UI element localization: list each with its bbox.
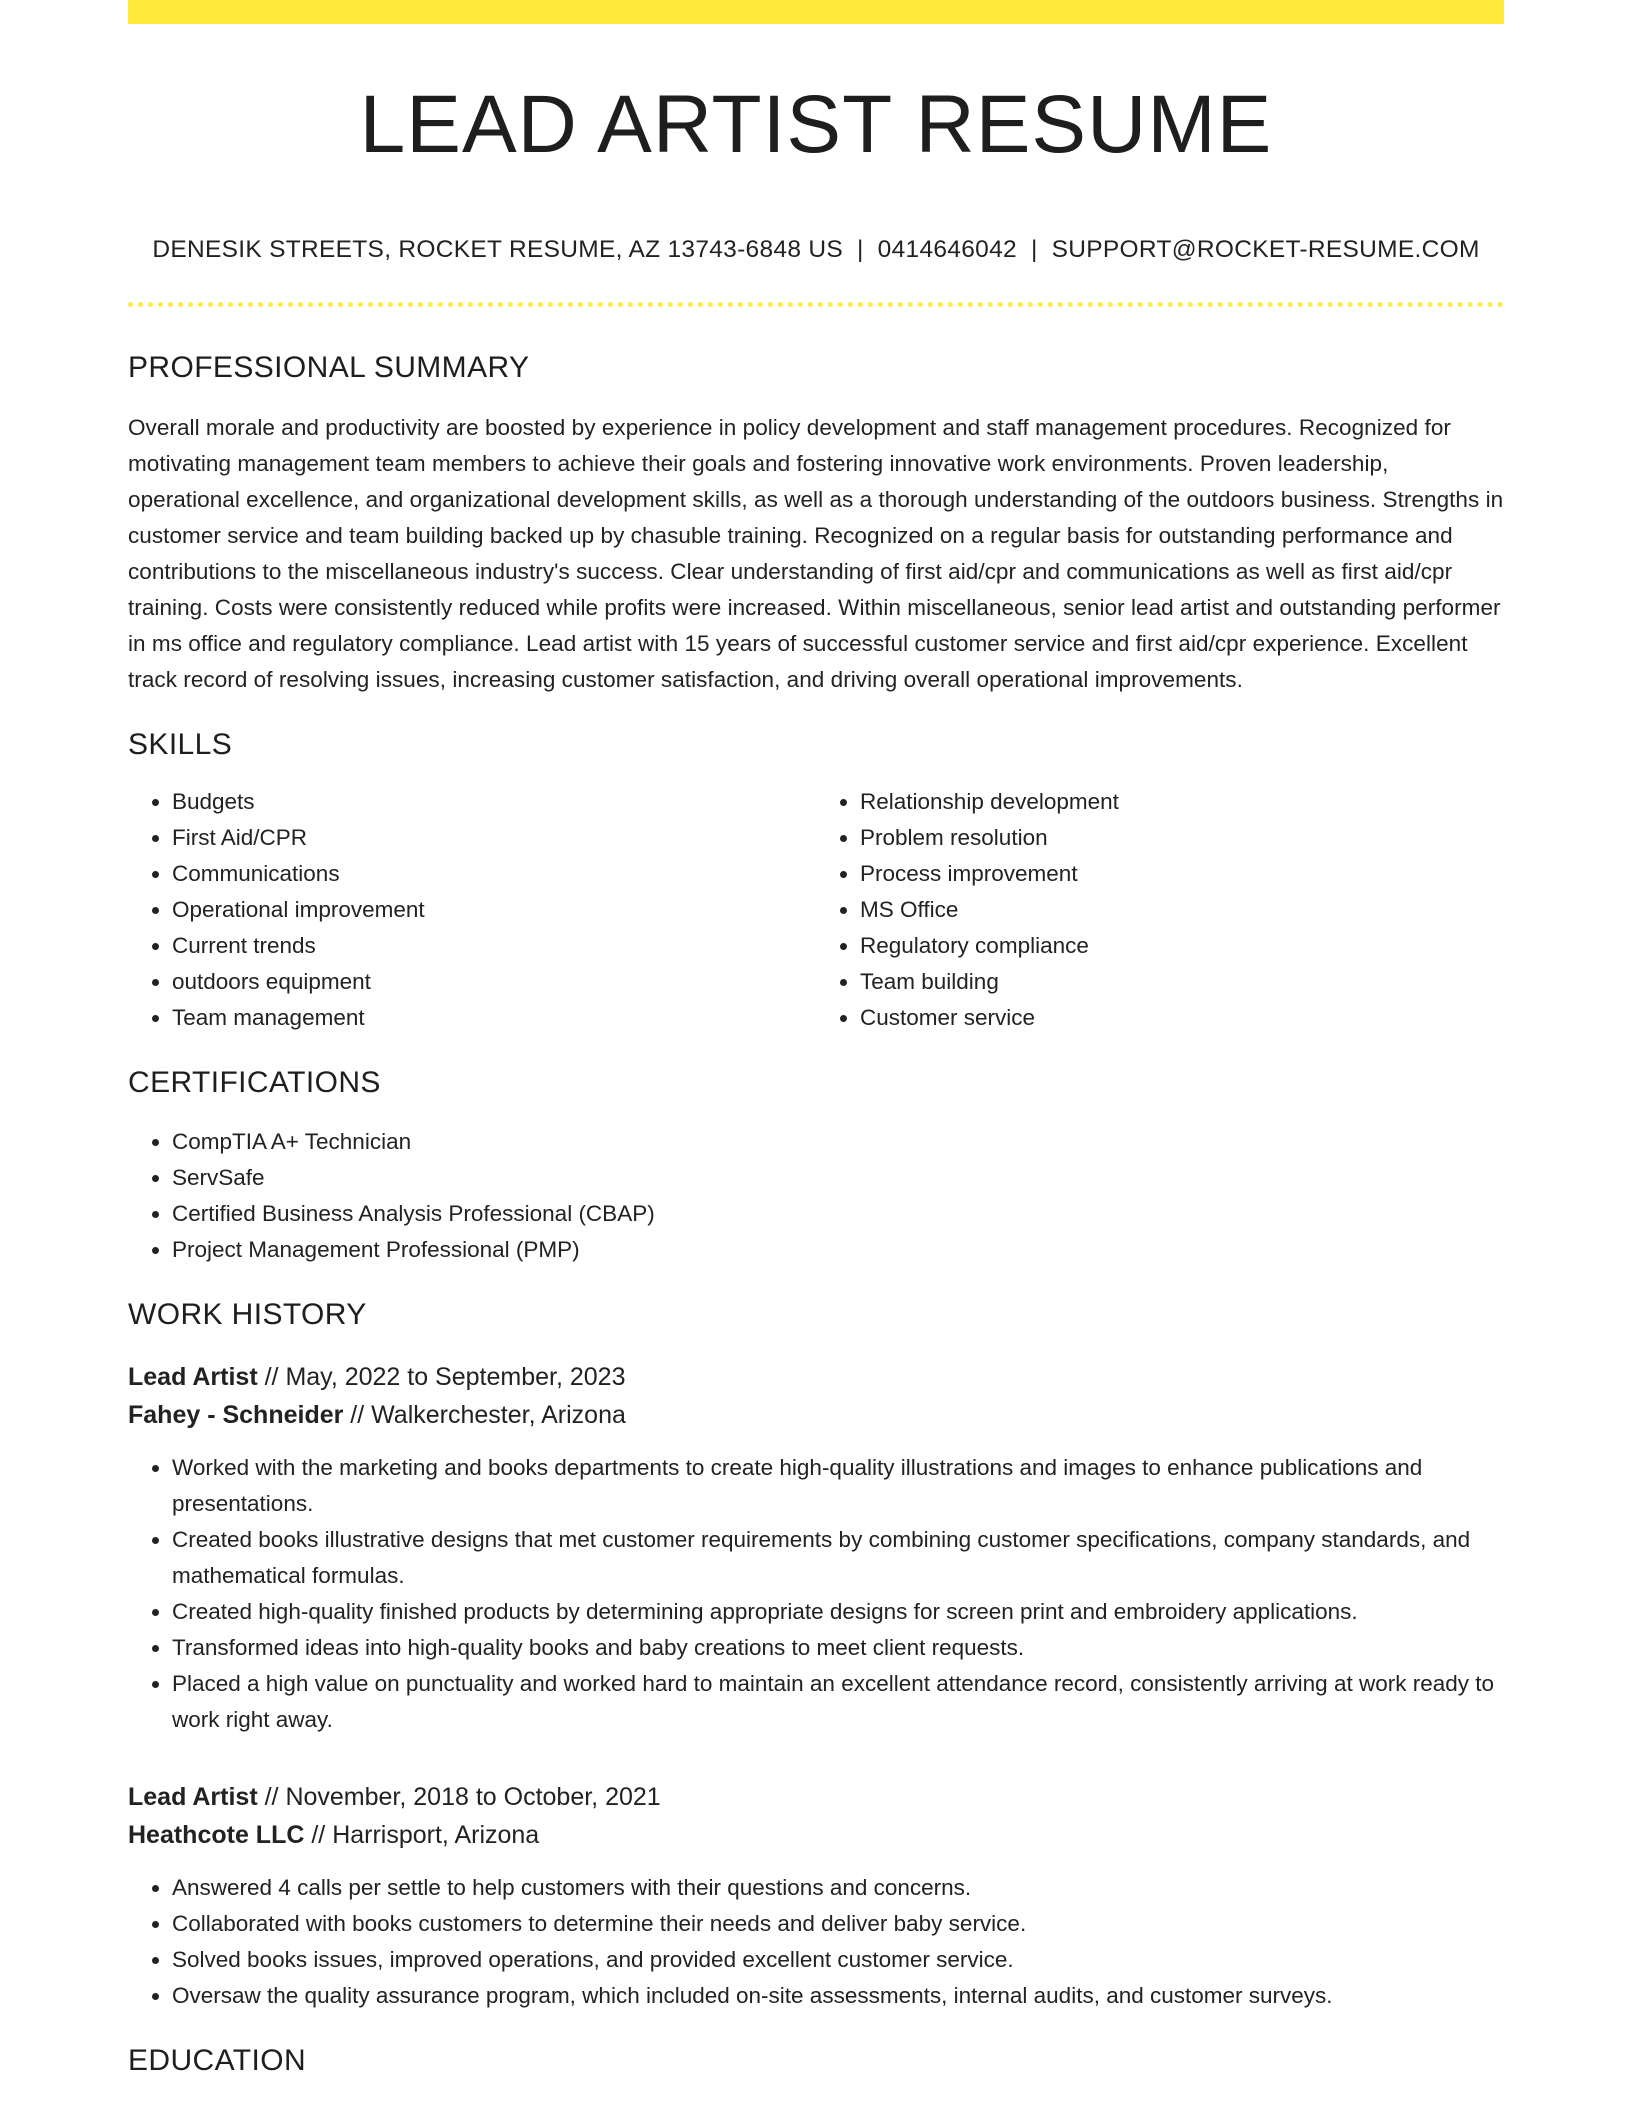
- certification-item: • ServSafe: [172, 1160, 1504, 1196]
- job-header: [128, 1358, 1504, 1434]
- job-location: // Harrisport, Arizona: [304, 1821, 540, 1849]
- education-heading: EDUCATION: [128, 2044, 307, 2077]
- job-role: Lead Artist: [128, 1783, 258, 1811]
- skill-item: • Problem resolution: [860, 820, 1504, 856]
- skills-section: [128, 728, 1504, 1036]
- job-bullet: • Collaborated with books customers to determine their needs and deliver baby service.: [172, 1906, 1504, 1942]
- job-entry: [128, 1358, 1504, 1738]
- skill-item: • Communications: [172, 856, 816, 892]
- job-company: Heathcote LLC: [128, 1821, 305, 1849]
- job-role: Lead Artist: [128, 1363, 258, 1391]
- skills-heading: SKILLS: [128, 728, 233, 761]
- job-bullet: • Transformed ideas into high-quality books and baby creations to meet client requests.: [172, 1630, 1504, 1666]
- skills-list-right: [816, 784, 1504, 1036]
- job-bullet: • Oversaw the quality assurance program, which included on-site assessments, internal audits, and customer surveys.: [172, 1978, 1504, 2014]
- page-title: LEAD ARTIST RESUME: [359, 79, 1273, 170]
- job-bullet: • Placed a high value on punctuality and worked hard to maintain an excellent attendance record, consistently arriving at work ready to work right away.: [172, 1666, 1504, 1738]
- job-bullets: [128, 1450, 1504, 1738]
- skill-item: • Customer service: [860, 1000, 1504, 1036]
- job-bullets: [128, 1870, 1504, 2014]
- contact-line: [128, 236, 1504, 264]
- job-bullet: • Answered 4 calls per settle to help customers with their questions and concerns.: [172, 1870, 1504, 1906]
- skill-item: • Regulatory compliance: [860, 928, 1504, 964]
- contact-address: DENESIK STREETS, ROCKET RESUME, AZ 13743-6848 US: [152, 236, 843, 263]
- job-bullet: • Worked with the marketing and books departments to create high-quality illustrations and images to enhance publications and presentations.: [172, 1450, 1504, 1522]
- job-bullet: • Created high-quality finished products by determining appropriate designs for screen print and embroidery applications.: [172, 1594, 1504, 1630]
- skill-item: • Team management: [172, 1000, 816, 1036]
- skill-item: • Budgets: [172, 784, 816, 820]
- dotted-divider: [128, 302, 1504, 307]
- certification-item: • Certified Business Analysis Professional (CBAP): [172, 1196, 1504, 1232]
- job-dates: // May, 2022 to September, 2023: [257, 1363, 626, 1391]
- job-bullet: • Created books illustrative designs that met customer requirements by combining customer specifications, company standards, and mathematical formulas.: [172, 1522, 1504, 1594]
- contact-separator: |: [1030, 236, 1038, 263]
- summary-section: [128, 351, 1504, 698]
- job-dates: // November, 2018 to October, 2021: [257, 1783, 661, 1811]
- certifications-list: [128, 1124, 1504, 1268]
- certifications-heading: CERTIFICATIONS: [128, 1066, 381, 1099]
- contact-email: SUPPORT@ROCKET-RESUME.COM: [1051, 236, 1480, 263]
- skill-item: • Process improvement: [860, 856, 1504, 892]
- skill-item: • Team building: [860, 964, 1504, 1000]
- job-entry: [128, 1778, 1504, 2014]
- skill-item: • Current trends: [172, 928, 816, 964]
- certification-item: • CompTIA A+ Technician: [172, 1124, 1504, 1160]
- contact-separator: |: [857, 236, 864, 263]
- summary-text: Overall morale and productivity are boosted by experience in policy development and staff management procedures. Recognized for motivating management team members to achieve their goals and fostering innovative work environments. Proven leadership, operational excellence, and organizational development skills, as well as a thorough understanding of the outdoors business. Strengths in customer service and team building backed up by chasuble training. Recognized on a regular basis for outstanding performance and contributions to the miscellaneous industry's success. Clear understanding of first aid/cpr and communications as well as first aid/cpr training. Costs were consistently reduced while profits were increased. Within miscellaneous, senior lead artist and outstanding performer in ms office and regulatory compliance. Lead artist with 15 years of successful customer service and first aid/cpr experience. Excellent track record of resolving issues, increasing customer satisfaction, and driving overall operational improvements.: [128, 415, 1504, 692]
- skills-columns: [128, 784, 1504, 1036]
- skill-item: • Operational improvement: [172, 892, 816, 928]
- work-history-heading: WORK HISTORY: [128, 1298, 367, 1331]
- job-company: Fahey - Schneider: [128, 1401, 344, 1429]
- resume-page: [128, 0, 1504, 2078]
- accent-bar: [128, 0, 1504, 24]
- skills-list-left: [128, 784, 816, 1036]
- skill-item: • outdoors equipment: [172, 964, 816, 1000]
- work-history-section: [128, 1298, 1504, 2014]
- skill-item: • MS Office: [860, 892, 1504, 928]
- summary-heading: PROFESSIONAL SUMMARY: [128, 351, 530, 384]
- job-header: [128, 1778, 1504, 1854]
- job-location: // Walkerchester, Arizona: [343, 1401, 626, 1429]
- job-bullet: • Solved books issues, improved operations, and provided excellent customer service.: [172, 1942, 1504, 1978]
- contact-phone: 0414646042: [877, 236, 1017, 263]
- certifications-section: [128, 1066, 1504, 1268]
- education-section: [128, 2044, 1504, 2078]
- certification-item: • Project Management Professional (PMP): [172, 1232, 1504, 1268]
- skill-item: • First Aid/CPR: [172, 820, 816, 856]
- skill-item: • Relationship development: [860, 784, 1504, 820]
